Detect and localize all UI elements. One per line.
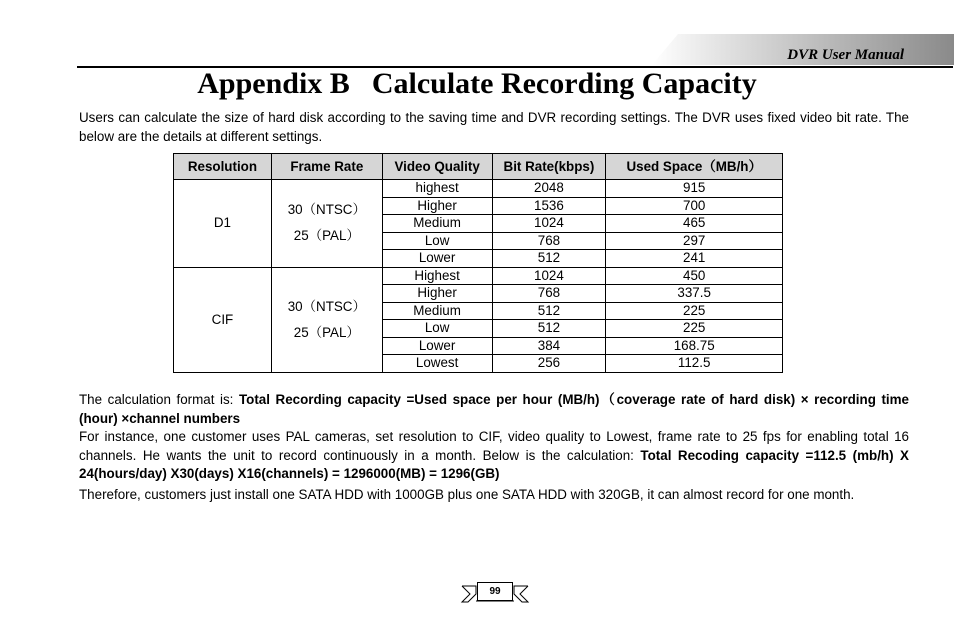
- formula-bold: Total Recording capacity =Used space per hour (MB/h)（coverage rate of hard disk) × recording time (hour) ×channel numbers: [79, 392, 909, 426]
- frame-rate-pal: 25（PAL）: [293, 324, 360, 340]
- frame-rate-ntsc: 30（NTSC）: [287, 298, 366, 314]
- header-used-space: Used Space（MB/h）: [606, 154, 783, 180]
- resolution-cell: D1: [174, 180, 272, 268]
- page-title: [0, 67, 954, 101]
- space-cell: 465: [606, 215, 783, 233]
- conclusion-paragraph: Therefore, customers just install one SATA HDD with 1000GB plus one SATA HDD with 320GB, it can almost record for one month.: [79, 487, 855, 502]
- recording-capacity-table: [173, 153, 783, 373]
- frame-rate-ntsc: 30（NTSC）: [287, 202, 366, 218]
- example-paragraph: [79, 428, 909, 484]
- header-video-quality: Video Quality: [382, 154, 492, 180]
- manual-title: DVR User Manual: [787, 47, 904, 63]
- bitrate-cell: 2048: [492, 180, 606, 198]
- space-cell: 337.5: [606, 285, 783, 303]
- header-bit-rate: Bit Rate(kbps): [492, 154, 606, 180]
- quality-cell: Lower: [382, 337, 492, 355]
- table-row: [174, 267, 783, 285]
- quality-cell: Lower: [382, 250, 492, 268]
- frame-rate-pal: 25（PAL）: [293, 228, 360, 244]
- quality-cell: highest: [382, 180, 492, 198]
- bitrate-cell: 768: [492, 232, 606, 250]
- quality-cell: Higher: [382, 197, 492, 215]
- table-header-row: [174, 154, 783, 180]
- bitrate-cell: 768: [492, 285, 606, 303]
- header-frame-rate: Frame Rate: [271, 154, 382, 180]
- quality-cell: Medium: [382, 302, 492, 320]
- space-cell: 915: [606, 180, 783, 198]
- header-resolution: Resolution: [174, 154, 272, 180]
- page-number: 99: [477, 582, 513, 601]
- bitrate-cell: 1536: [492, 197, 606, 215]
- table-row: [174, 180, 783, 198]
- space-cell: 700: [606, 197, 783, 215]
- quality-cell: Medium: [382, 215, 492, 233]
- bitrate-cell: 512: [492, 320, 606, 338]
- appendix-label: Appendix B: [197, 67, 350, 100]
- space-cell: 225: [606, 302, 783, 320]
- space-cell: 112.5: [606, 355, 783, 373]
- quality-cell: Highest: [382, 267, 492, 285]
- frame-rate-cell: [271, 180, 382, 268]
- quality-cell: Lowest: [382, 355, 492, 373]
- space-cell: 297: [606, 232, 783, 250]
- space-cell: 168.75: [606, 337, 783, 355]
- quality-cell: Higher: [382, 285, 492, 303]
- space-cell: 241: [606, 250, 783, 268]
- bitrate-cell: 512: [492, 302, 606, 320]
- bitrate-cell: 384: [492, 337, 606, 355]
- bitrate-cell: 1024: [492, 267, 606, 285]
- example-bold: Total Recoding capacity =112.5 (mb/h) X 24(hours/day) X30(days) X16(channels) = 1296000(MB) = 1296(GB): [79, 447, 909, 481]
- space-cell: 225: [606, 320, 783, 338]
- formula-paragraph: [79, 391, 909, 428]
- page-footer: [460, 582, 530, 604]
- intro-paragraph: Users can calculate the size of hard disk according to the saving time and DVR recording settings. The DVR uses fixed video bit rate. The below are the details at different settings.: [79, 110, 909, 144]
- formula-lead: The calculation format is:: [79, 392, 239, 407]
- quality-cell: Low: [382, 232, 492, 250]
- example-text: For instance, one customer uses PAL cameras, set resolution to CIF, video quality to Lowest, frame rate to 25 fps for enabling total 16 channels. He wants the unit to record continuously in a month. Below is the calculation:: [79, 429, 909, 463]
- quality-cell: Low: [382, 320, 492, 338]
- bitrate-cell: 512: [492, 250, 606, 268]
- bitrate-cell: 1024: [492, 215, 606, 233]
- resolution-cell: CIF: [174, 267, 272, 372]
- frame-rate-cell: [271, 267, 382, 372]
- bitrate-cell: 256: [492, 355, 606, 373]
- space-cell: 450: [606, 267, 783, 285]
- appendix-title: Calculate Recording Capacity: [371, 67, 757, 100]
